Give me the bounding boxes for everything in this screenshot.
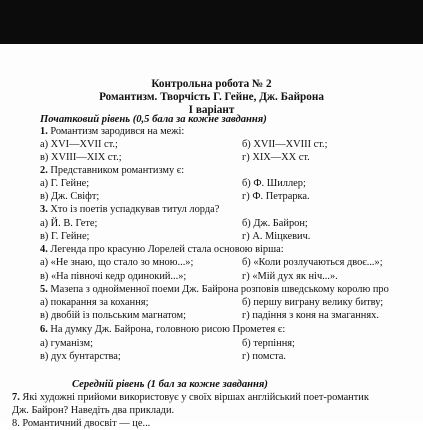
question-6	[40, 324, 285, 336]
q4-option-c: в) «На півночі кедр одинокий...»;	[40, 271, 187, 282]
q5-option-b: б) першу виграну велику битву;	[242, 297, 384, 308]
q1-option-c: в) XVIII—XIX ст.;	[40, 152, 122, 163]
question-7	[12, 392, 369, 404]
q6-option-b: б) терпіння;	[242, 338, 295, 349]
q5-option-c: в) двобій із польським магнатом;	[40, 310, 187, 321]
q6-option-c: в) дух бунтарства;	[40, 351, 121, 362]
question-text: Хто із поетів успадкував титул лорда?	[50, 204, 220, 215]
question-number: 1.	[40, 126, 48, 137]
question-number: 6.	[40, 324, 48, 335]
q3-option-d: г) А. Міцкевич.	[242, 231, 311, 242]
question-8-partial: 8. Романтичний двосвіт — це...	[12, 418, 151, 429]
question-number: 2.	[40, 165, 48, 176]
q2-option-d: г) Ф. Петрарка.	[242, 191, 310, 202]
question-text: Романтизм зародився на межі:	[50, 126, 185, 137]
q5-option-a: а) покарання за кохання;	[40, 297, 149, 308]
question-4	[40, 244, 284, 256]
q3-option-b: б) Дж. Байрон;	[242, 218, 308, 229]
q1-option-b: б) XVII—XVIII ст.;	[242, 139, 328, 150]
q3-option-c: в) Г. Гейне;	[40, 231, 90, 242]
question-7-line2: Дж. Байрон? Наведіть два приклади.	[12, 405, 175, 416]
question-text: Легенда про красуню Лорелей стала основою вірша:	[50, 244, 284, 255]
q1-option-d: г) XIX—XX ст.	[242, 152, 310, 163]
question-text: На думку Дж. Байрона, головною рисою Прометея є:	[50, 324, 286, 335]
question-number: 5.	[40, 284, 48, 295]
q4-option-d: г) «Мій дух як ніч...».	[242, 271, 338, 282]
q2-option-a: а) Г. Гейне;	[40, 178, 90, 189]
q2-option-b: б) Ф. Шиллер;	[242, 178, 306, 189]
page-subtitle: Романтизм. Творчість Г. Гейне, Дж. Байрона	[99, 91, 324, 103]
level1-title: Початковий рівень (0,5 бала за кожне завдання)	[40, 114, 267, 125]
page-title: Контрольна робота № 2	[151, 78, 272, 90]
top-dark-band	[0, 0, 423, 44]
question-5	[40, 284, 389, 296]
question-2	[40, 165, 184, 177]
q4-option-a: а) «Не знаю, що стало зо мною...»;	[40, 257, 194, 268]
q3-option-a: а) Й. В. Гете;	[40, 218, 98, 229]
question-text: Які художні прийоми використовує у своїх віршах англійський поет-романтик	[22, 392, 369, 403]
q1-option-a: а) XVI—XVII ст.;	[40, 139, 118, 150]
q5-option-d: г) падіння з коня на змаганнях.	[242, 310, 379, 321]
q4-option-b: б) «Коли розлучаються двоє...»;	[242, 257, 383, 268]
question-number: 4.	[40, 244, 48, 255]
q2-option-c: в) Дж. Свіфт;	[40, 191, 100, 202]
variant-label: І варіант	[188, 104, 235, 116]
question-number: 3.	[40, 204, 48, 215]
q6-option-d: г) помста.	[242, 351, 286, 362]
q6-option-a: а) гуманізм;	[40, 338, 93, 349]
question-text: Представником романтизму є:	[50, 165, 185, 176]
question-1	[40, 126, 184, 138]
level2-title: Середній рівень (1 бал за кожне завдання)	[72, 379, 268, 390]
question-text: Мазепа з однойменної поеми Дж. Байрона розповів шведському королю про	[50, 284, 389, 295]
question-number: 7.	[12, 392, 20, 403]
question-3	[40, 204, 219, 216]
